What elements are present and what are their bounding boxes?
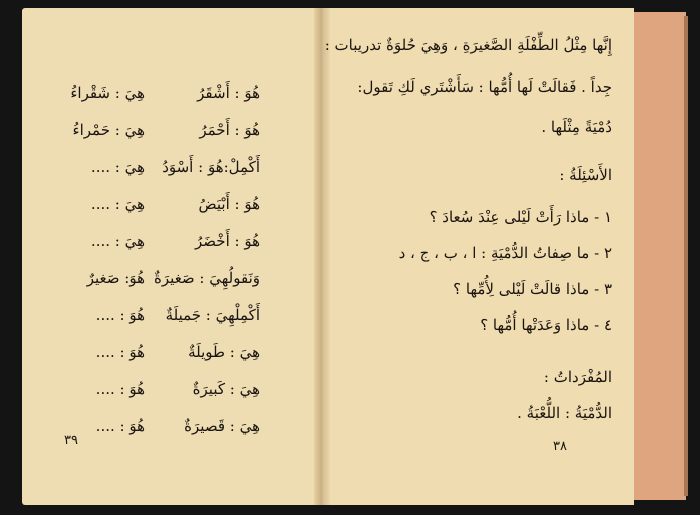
story-line: جِداً . فَقالَتْ لَها أُمُّها : سَأَشْتَري لَكِ تَقول: (357, 78, 612, 96)
adjective-entry: هُوَ : .... (95, 343, 145, 361)
adjective-entry: هُوَ : أَخْضَرُ (195, 232, 260, 250)
left-page-column-2 (70, 86, 145, 456)
question-item: ٤ - ماذا وَعَدَتْها أُمُّها ؟ (480, 316, 612, 334)
adjective-entry: هُوَ : .... (95, 306, 145, 324)
adjective-entry: هُوَ : أَبْيَضُ (198, 195, 260, 213)
adjective-entry: أَكْمِلْهِيَ : جَميلَةٌ (165, 306, 260, 324)
question-item: ٢ - ما صِفاتُ الدُّمْيَةِ : ا ، ب ، ج ، د (398, 244, 612, 262)
story-line: إِنَّها مِثْلُ الطِّفْلَةِ الصَّغيرَةِ ، وَهِيَ حُلوَةٌ تدريبات : (324, 36, 612, 54)
adjective-entry: هُوَ: صَغيرٌ (86, 269, 145, 287)
adjective-entry: هُوَ : أَحْمَرُ (199, 121, 260, 139)
adjective-entry: هِيَ : قَصيرَةٌ (184, 417, 260, 435)
book-edge-shadow (684, 16, 688, 496)
adjective-entry: هِيَ : .... (90, 158, 145, 176)
adjective-entry: هِيَ : طَويلَةٌ (188, 343, 260, 361)
book-gutter (314, 8, 330, 505)
adjective-entry: وَنَقولُهِيَ : صَغيرَةٌ (154, 269, 260, 287)
page-number: ٣٨ (553, 439, 567, 454)
left-page-column-1 (154, 86, 260, 456)
adjective-entry: هُوَ : .... (95, 417, 145, 435)
question-item: ٣ - ماذا قالَتْ لَيْلى لِأُمِّها ؟ (453, 280, 612, 298)
adjective-entry: هُوَ : أَشْقَرُ (197, 84, 260, 102)
adjective-entry: هِيَ : كَبيرَةٌ (192, 380, 260, 398)
adjective-entry: هِيَ : .... (90, 195, 145, 213)
vocabulary-entry: الدُّمْيَةُ : اللُّعْبَةُ . (517, 404, 612, 422)
book-edge (632, 12, 686, 500)
question-item: ١ - ماذا رَأَتْ لَيْلى عِنْدَ سُعادَ ؟ (429, 208, 612, 226)
questions-heading: الأَسْئِلَةُ : (559, 166, 612, 184)
adjective-entry: هِيَ : .... (90, 232, 145, 250)
vocabulary-heading: المُفْرَداتُ : (543, 368, 612, 386)
page-number: ٣٩ (64, 433, 78, 448)
adjective-entry: أَكْمِلْ:هُوَ : أَسْوَدُ (162, 158, 260, 176)
story-line: دُمْيَةً مِثْلَها . (541, 118, 612, 136)
adjective-entry: هُوَ : .... (95, 380, 145, 398)
adjective-entry: هِيَ : حَمْراءُ (72, 121, 145, 139)
adjective-entry: هِيَ : شَقْراءُ (70, 84, 145, 102)
